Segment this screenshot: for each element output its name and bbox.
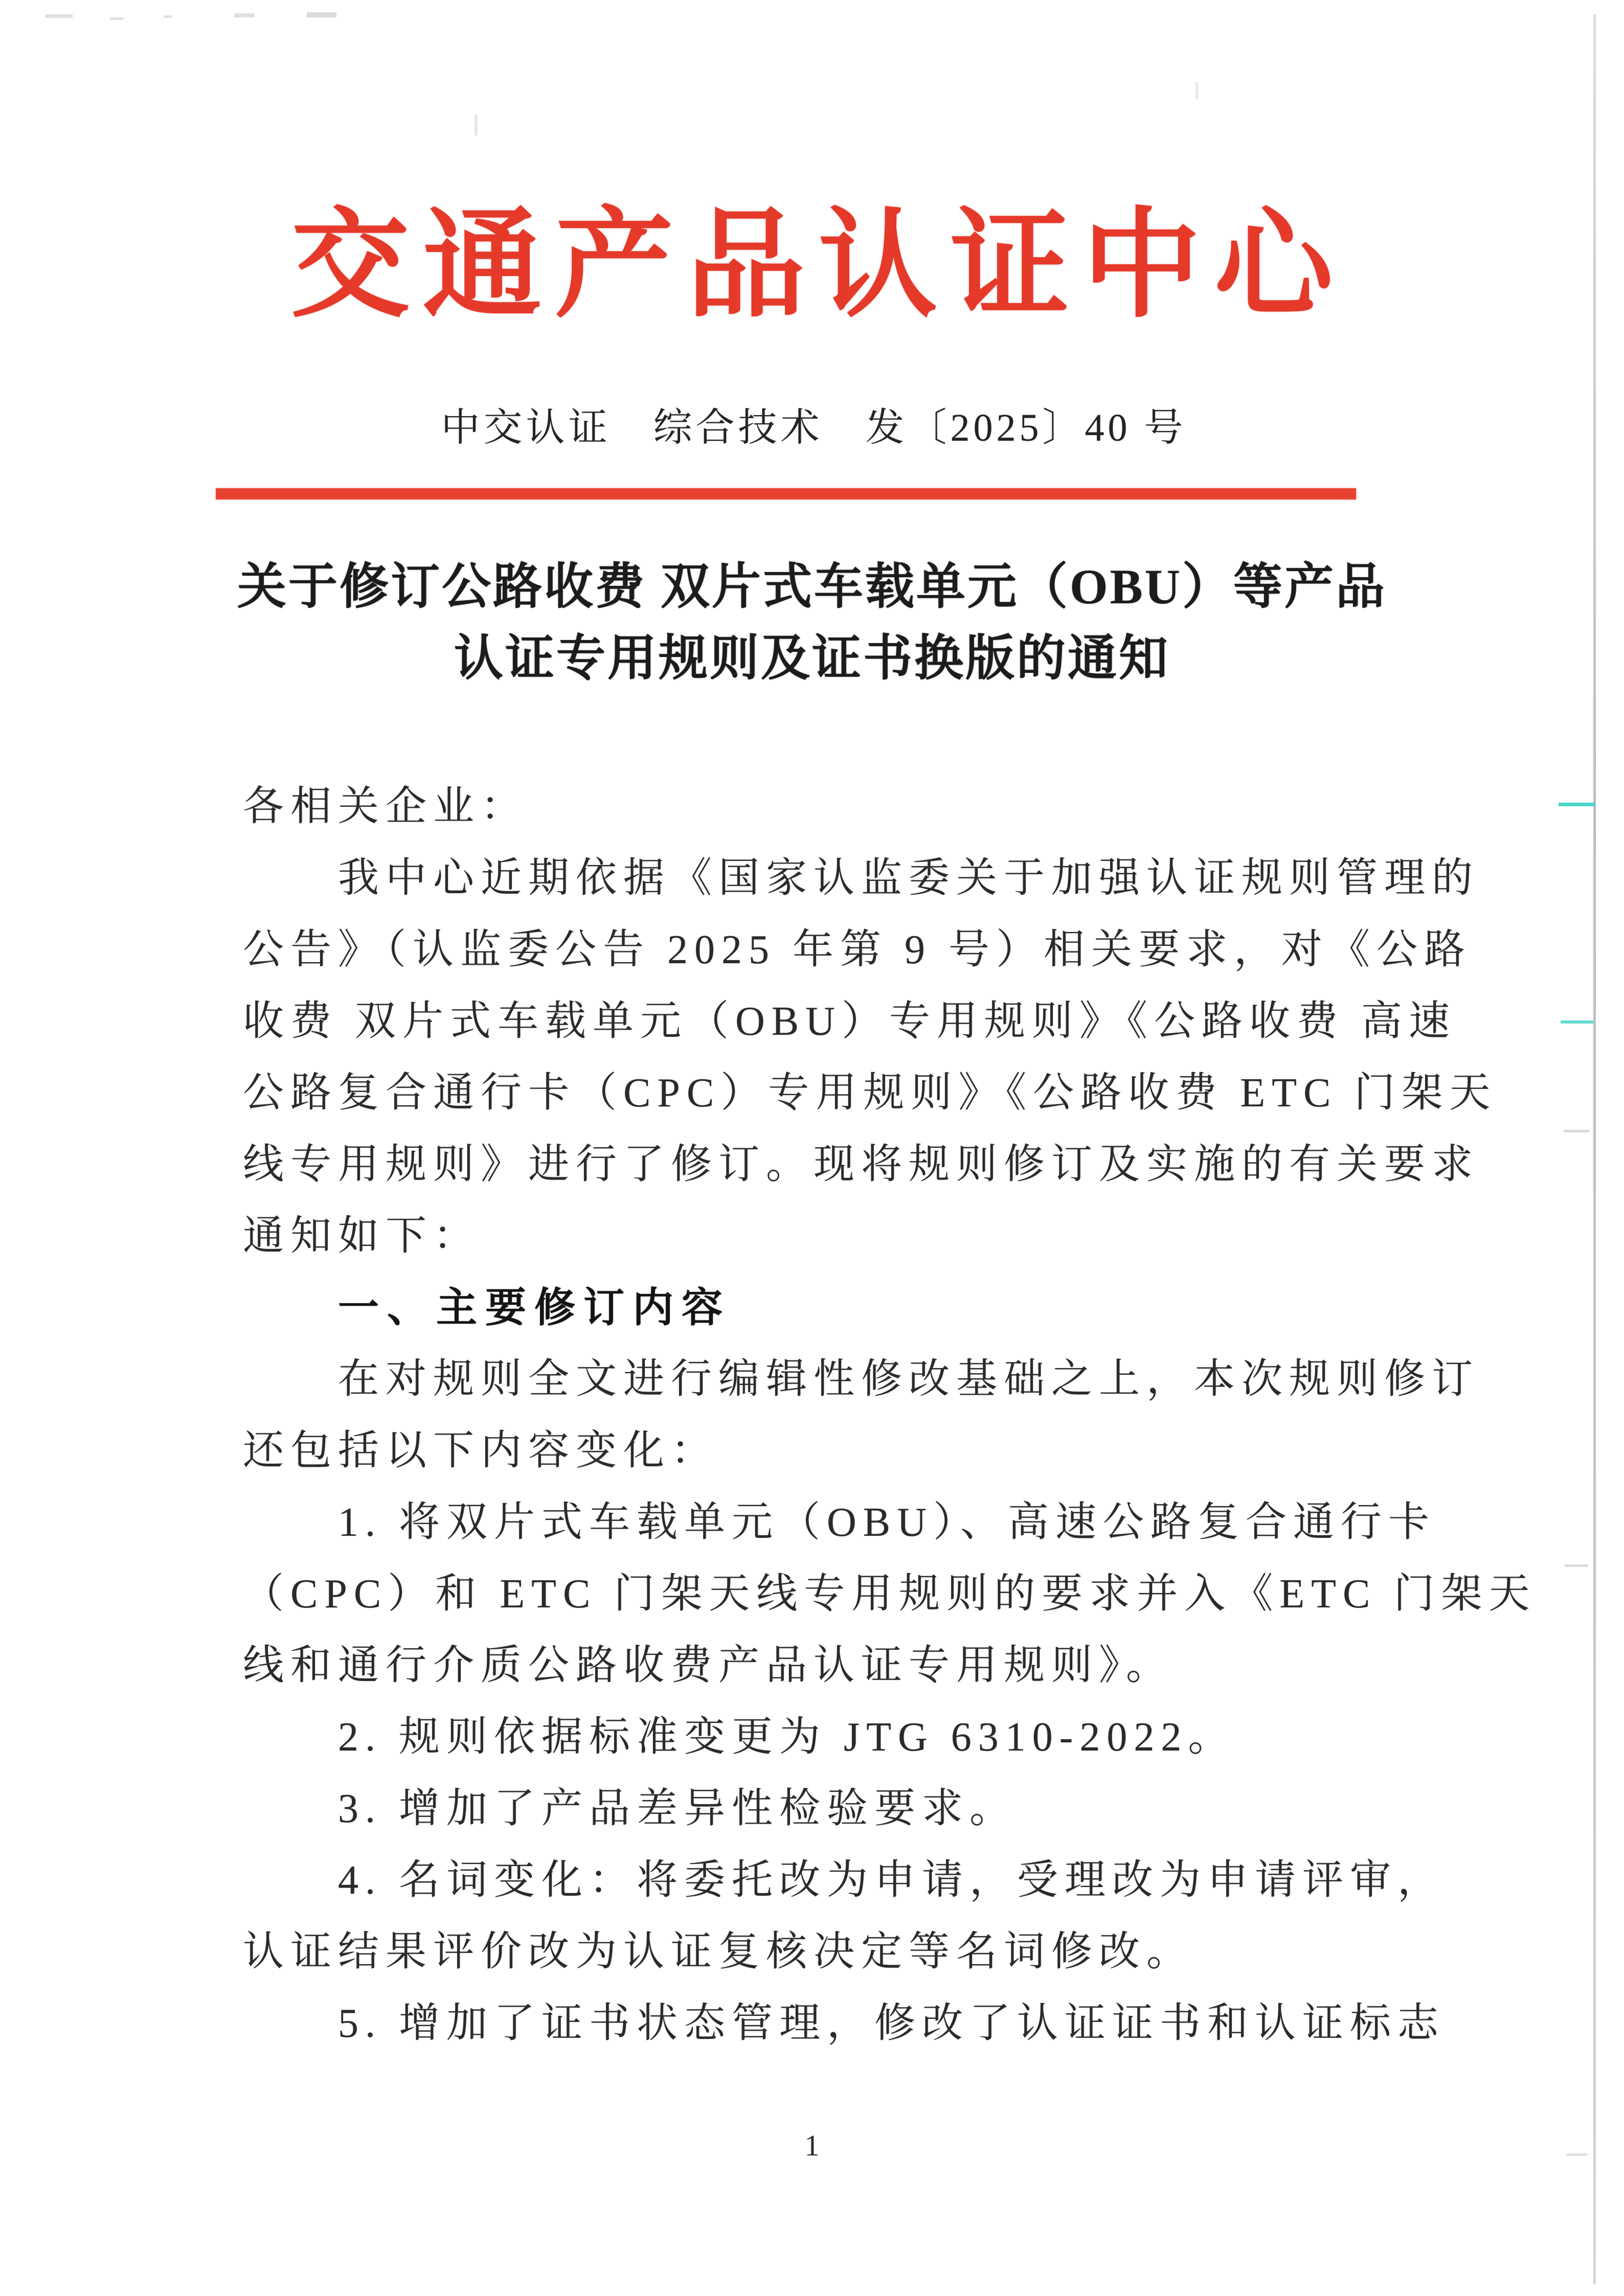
- body-line: 公路复合通行卡（CPC）专用规则》《公路收费 ETC 门架天: [243, 1071, 1497, 1116]
- body-line: 认证结果评价改为认证复核决定等名词修改。: [243, 1929, 1194, 1974]
- scan-speck: [45, 14, 73, 18]
- body-line: 通知如下：: [243, 1214, 481, 1259]
- red-divider-rule: [216, 488, 1356, 499]
- page-number: 1: [804, 2129, 820, 2162]
- scan-edge-teal-tick: [1559, 803, 1595, 806]
- body-line: 还包括以下内容变化：: [243, 1428, 718, 1473]
- body-line: 5. 增加了证书状态管理，修改了认证证书和认证标志: [338, 2001, 1445, 2046]
- scan-speck: [307, 12, 336, 17]
- body-line: 线专用规则》进行了修订。现将规则修订及实施的有关要求: [243, 1142, 1479, 1187]
- scan-edge-gray-tick: [1567, 2153, 1587, 2156]
- scan-edge-gray-tick: [1565, 1564, 1588, 1567]
- body-line: 1. 将双片式车载单元（OBU）、高速公路复合通行卡: [338, 1500, 1436, 1545]
- body-line: 线和通行介质公路收费产品认证专用规则》。: [243, 1643, 1174, 1688]
- document-title-line-2: 认证专用规则及证书换版的通知: [454, 631, 1170, 686]
- body-line: 在对规则全文进行编辑性修改基础之上，本次规则修订: [338, 1357, 1479, 1402]
- scan-paper-edge-line: [1593, 14, 1596, 2284]
- body-line: 2. 规则依据标准变更为 JTG 6310-2022。: [338, 1715, 1236, 1760]
- body-line: 收费 双片式车载单元（OBU）专用规则》《公路收费 高速: [243, 999, 1456, 1044]
- body-line: 4. 名词变化：将委托改为申请，受理改为申请评审，: [338, 1858, 1445, 1903]
- document-body: [243, 771, 1537, 2059]
- body-line: （CPC）和 ETC 门架天线专用规则的要求并入《ETC 门架天: [243, 1572, 1537, 1617]
- section-heading: 一、主要修订内容: [338, 1285, 731, 1330]
- scan-speck: [475, 115, 478, 135]
- scan-edge-gray-tick: [1564, 1130, 1589, 1132]
- document-reference-number: 中交认证 综合技术 发〔2025〕40 号: [441, 406, 1187, 449]
- document-title-line-1: 关于修订公路收费 双片式车载单元（OBU）等产品: [237, 559, 1387, 614]
- issuing-organization-name: 交通产品认证中心: [290, 200, 1346, 332]
- body-line: 3. 增加了产品差异性检验要求。: [338, 1786, 1017, 1831]
- scan-edge-teal-tick: [1561, 1020, 1593, 1024]
- scan-speck: [164, 15, 172, 18]
- body-line: 公告》（认监委公告 2025 年第 9 号）相关要求，对《公路: [243, 927, 1472, 972]
- scan-speck: [110, 17, 123, 20]
- body-line: 各相关企业：: [243, 784, 528, 829]
- body-line: 我中心近期依据《国家认监委关于加强认证规则管理的: [338, 856, 1479, 901]
- scan-speck: [234, 13, 255, 17]
- scan-speck: [1196, 82, 1198, 99]
- document-title: [0, 551, 1624, 694]
